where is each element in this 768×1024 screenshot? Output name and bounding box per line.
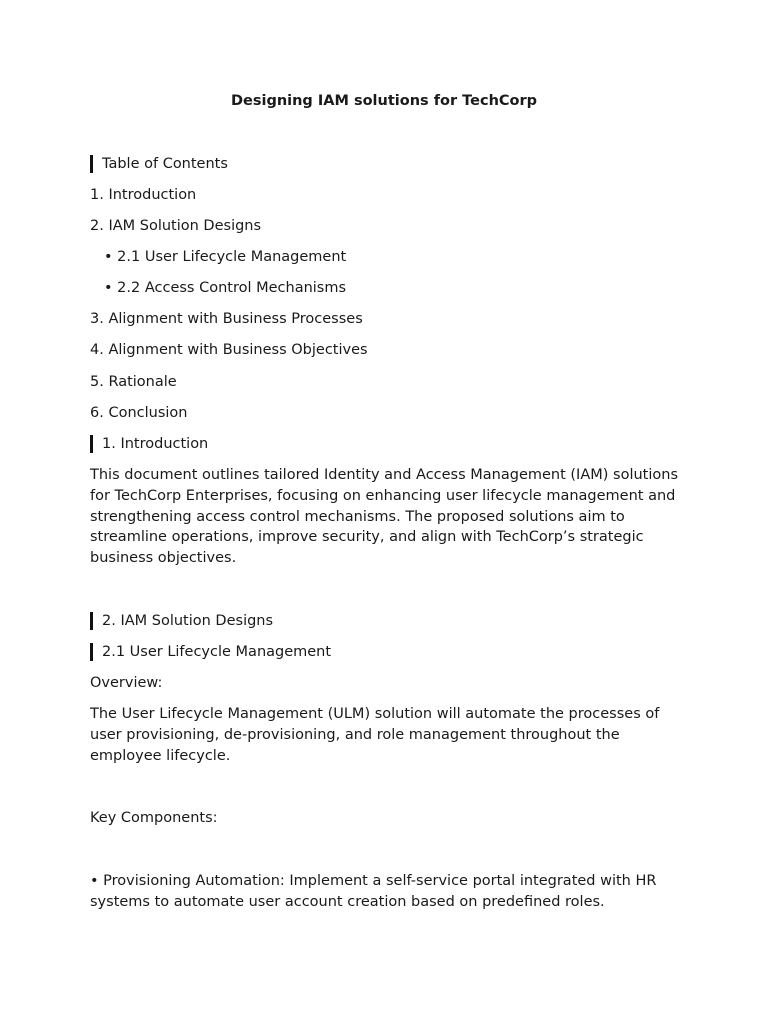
toc-item-business-objectives: 4. Alignment with Business Objectives [90,342,368,358]
section-heading-solution-designs: 2. IAM Solution Designs [90,611,273,632]
toc-item-conclusion: 6. Conclusion [90,405,188,421]
toc-item-access-control: • 2.2 Access Control Mechanisms [104,280,347,296]
document-title: Designing IAM solutions for TechCorp [230,93,538,109]
section-heading-introduction: 1. Introduction [90,434,208,455]
toc-item-rationale: 5. Rationale [90,374,177,390]
overview-label: Overview: [90,675,163,691]
toc-heading: Table of Contents [90,154,228,175]
toc-item-user-lifecycle: • 2.1 User Lifecycle Management [104,249,347,265]
toc-item-business-processes: 3. Alignment with Business Processes [90,311,363,327]
introduction-paragraph: This document outlines tailored Identity and Access Management (IAM) solutions for TechCorp Enterprises, focusing on enhancing user lifecycle management and strengthening access control mechanisms. The proposed solutions aim to streamline operations, improve security, and align with TechCorp’s strategic business objectives. [90,467,679,567]
subsection-heading-user-lifecycle: 2.1 User Lifecycle Management [90,642,331,663]
overview-paragraph: The User Lifecycle Management (ULM) solution will automate the processes of user provisioning, de-provisioning, and role management throughout the employee lifecycle. [90,706,660,764]
component-item: • Provisioning Automation: Implement a self-service portal integrated with HR systems to automate user account creation based on predefined roles. [90,873,657,910]
toc-item-introduction: 1. Introduction [90,187,197,203]
key-components-label: Key Components: [90,810,218,826]
toc-item-solution-designs: 2. IAM Solution Designs [90,218,262,234]
